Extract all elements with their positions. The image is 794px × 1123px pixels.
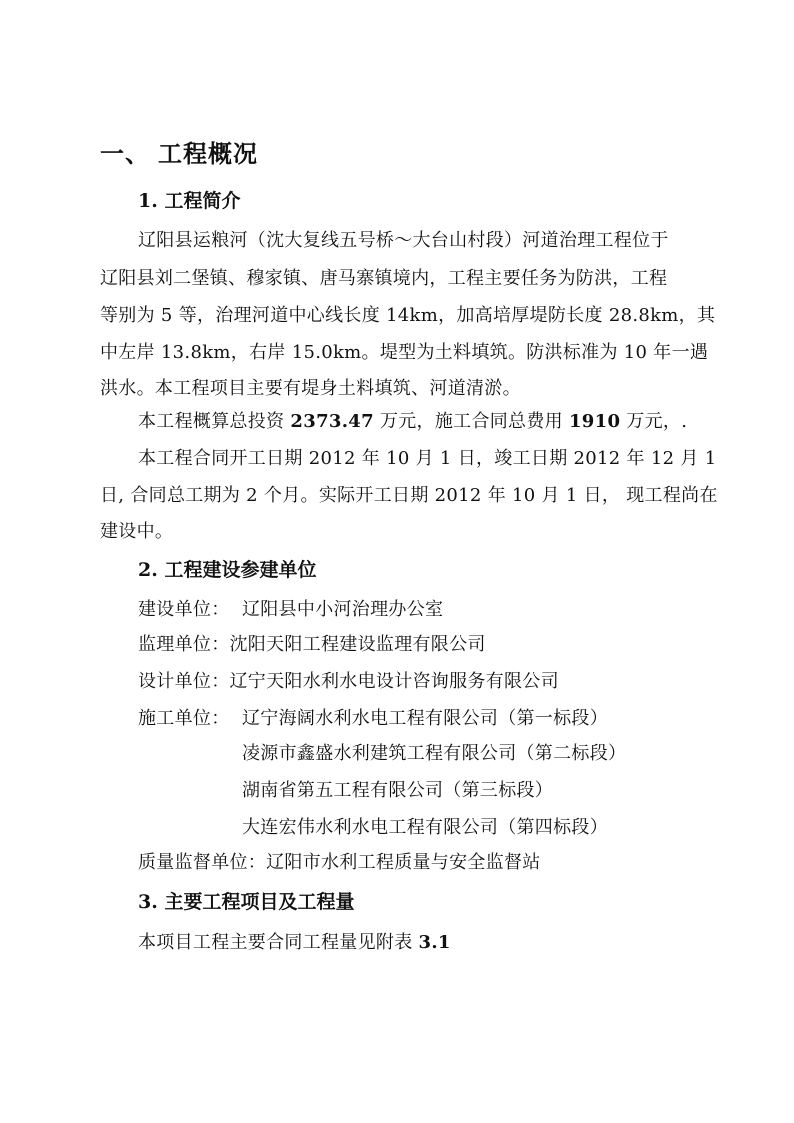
supervision-unit-label: 监理单位： — [138, 634, 230, 655]
section-number: 一、 — [100, 139, 150, 168]
intro-line: 洪水。本工程项目主要有堤身土料填筑、河道清淤。 — [100, 378, 521, 399]
subsection-title-quantities: 3. 主要工程项目及工程量 — [138, 891, 355, 913]
investment-mid: 万元，施工合同总费用 — [373, 411, 569, 432]
intro-line: 中左岸 13.8km，右岸 15.0km。堤型为土料填筑。防洪标准为 10 年一遇 — [100, 342, 709, 363]
design-unit-value: 辽宁天阳水利水电设计咨询服务有限公司 — [229, 671, 559, 692]
investment-prefix: 本工程概算总投资 — [138, 411, 291, 432]
construction-unit-label: 建设单位： — [138, 599, 230, 620]
intro-line: 辽阳县刘二堡镇、穆家镇、唐马寨镇境内，工程主要任务为防洪，工程 — [100, 268, 668, 289]
quantities-paragraph — [138, 928, 451, 954]
quality-unit-value: 辽阳市水利工程质量与安全监督站 — [266, 852, 541, 873]
intro-line: 等别为 5 等，治理河道中心线长度 14km，加高培厚堤防长度 28.8km，其 — [100, 305, 716, 326]
construction-unit-row — [138, 595, 443, 621]
builder-unit-value: 湖南省第五工程有限公司（第三标段） — [242, 780, 554, 801]
section-title: 工程概况 — [158, 139, 258, 168]
quantities-text: 本项目工程主要合同工程量见附表 — [138, 932, 419, 953]
supervision-unit-value: 沈阳天阳工程建设监理有限公司 — [229, 634, 486, 655]
builder-unit-value: 凌源市鑫盛水利建筑工程有限公司（第二标段） — [242, 743, 627, 764]
table-reference: 3.1 — [418, 932, 451, 953]
builder-unit-row — [138, 704, 608, 730]
builder-unit-label: 施工单位： — [138, 708, 230, 729]
design-unit-row — [138, 667, 559, 693]
contract-cost-value: 1910 — [568, 411, 621, 432]
schedule-line: 日, 合同总工期为 2 个月。实际开工日期 2012 年 10 月 1 日， 现工程尚在 — [100, 485, 718, 506]
design-unit-label: 设计单位： — [138, 671, 230, 692]
quality-unit-row — [138, 848, 541, 874]
schedule-line: 本工程合同开工日期 2012 年 10 月 1 日，竣工日期 2012 年 12 月 1 — [138, 448, 717, 469]
construction-unit-value: 辽阳县中小河治理办公室 — [242, 599, 444, 620]
builder-unit-value: 辽宁海阔水利水电工程有限公司（第一标段） — [242, 708, 608, 729]
schedule-line: 建设中。 — [100, 521, 174, 542]
total-investment-value: 2373.47 — [290, 411, 374, 432]
investment-paragraph — [138, 407, 687, 433]
intro-line: 辽阳县运粮河（沈大复线五号桥～大台山村段）河道治理工程位于 — [138, 230, 669, 251]
builder-unit-value: 大连宏伟水利水电工程有限公司（第四标段） — [242, 817, 608, 838]
subsection-title-intro: 1. 工程简介 — [138, 190, 241, 212]
investment-suffix: 万元，. — [620, 411, 688, 432]
quality-unit-label: 质量监督单位： — [138, 852, 267, 873]
subsection-title-units: 2. 工程建设参建单位 — [138, 559, 317, 581]
supervision-unit-row — [138, 630, 486, 656]
section-heading — [100, 134, 258, 169]
